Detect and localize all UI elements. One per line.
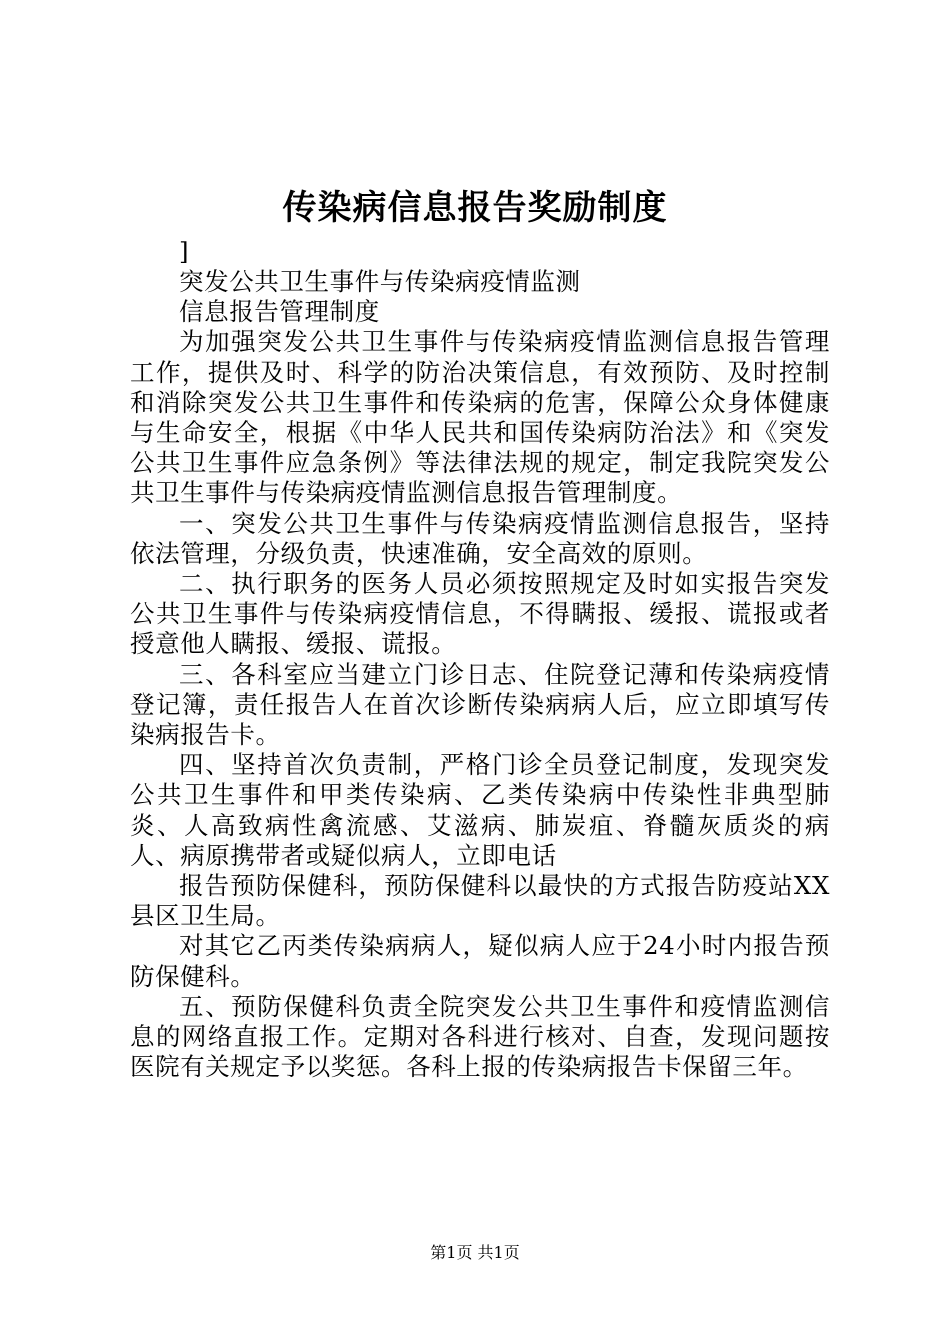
subtitle-line-2: 信息报告管理制度 [179,297,380,327]
clause-5-paragraph: 五、预防保健科负责全院突发公共卫生事件和疫情监测信息的网络直报工作。定期对各科进行核对、自查，发现问题按医院有关规定予以奖惩。各科上报的传染病报告卡保留三年。 [130,991,830,1082]
clause-2-paragraph: 二、执行职务的医务人员必须按照规定及时如实报告突发公共卫生事件与传染病疫情信息，不得瞒报、缓报、谎报或者授意他人瞒报、缓报、谎报。 [130,569,830,659]
page-footer: 第1页 共1页 [430,1243,520,1262]
document-title: 传染病信息报告奖励制度 [282,188,668,228]
document-body [130,237,830,1082]
clause-4-paragraph: 四、坚持首次负责制，严格门诊全员登记制度，发现突发公共卫生事件和甲类传染病、乙类传染病中传染性非典型肺炎、人高致病性禽流感、艾滋病、肺炭疽、脊髓灰质炎的病人、病原携带者或疑似病人，立即电话 [130,750,830,870]
bracket-line: ] [179,237,190,266]
subtitle-line-1: 突发公共卫生事件与传染病疫情监测 [179,267,581,296]
clause-1-paragraph: 一、突发公共卫生事件与传染病疫情监测信息报告，坚持依法管理，分级负责，快速准确，安全高效的原则。 [130,508,830,568]
clause-4-continued-paragraph: 报告预防保健科，预防保健科以最快的方式报告防疫站XX县区卫生局。 [130,871,830,931]
other-diseases-paragraph: 对其它乙丙类传染病病人，疑似病人应于24小时内报告预防保健科。 [130,931,830,991]
intro-paragraph: 为加强突发公共卫生事件与传染病疫情监测信息报告管理工作，提供及时、科学的防治决策信息，有效预防、及时控制和消除突发公共卫生事件和传染病的危害，保障公众身体健康与生命安全，根据《中华人民共和国传染病防治法》和《突发公共卫生事件应急条例》等法律法规的规定，制定我院突发公共卫生事件与传染病疫情监测信息报告管理制度。 [130,327,830,508]
clause-3-paragraph: 三、各科室应当建立门诊日志、住院登记薄和传染病疫情登记簿，责任报告人在首次诊断传染病病人后，应立即填写传染病报告卡。 [130,659,830,750]
